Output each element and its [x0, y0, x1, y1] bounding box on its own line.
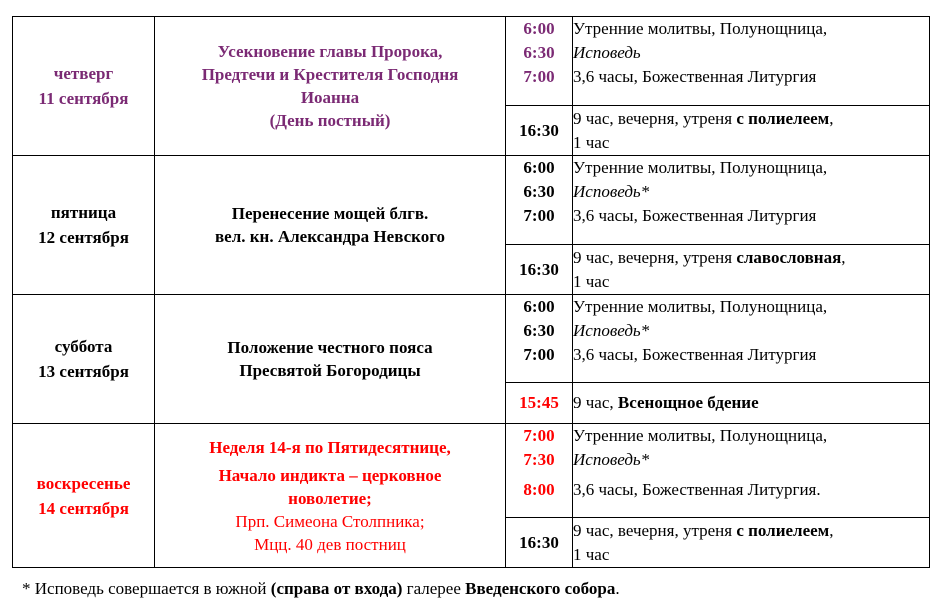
service-cell [573, 383, 930, 424]
time-cell [506, 295, 573, 383]
service-text: , [841, 247, 846, 267]
weekday: суббота [54, 337, 113, 356]
time: 6:30 [523, 43, 555, 62]
service-line: 3,6 часы, Божественная Литургия [573, 345, 817, 364]
feast-cell [155, 424, 506, 568]
day-cell [13, 295, 155, 424]
time-cell [506, 106, 573, 156]
time: 16:30 [519, 120, 559, 140]
time: 15:45 [519, 393, 559, 412]
time: 7:30 [523, 450, 555, 469]
time: 6:30 [523, 182, 555, 201]
service-text: 9 час, вечерня, утреня [573, 520, 737, 540]
feast-line: Перенесение мощей блгв. [231, 204, 429, 223]
service-line: Утренние молитвы, Полунощница, [573, 297, 828, 316]
time: 6:00 [523, 19, 555, 38]
service-cell [573, 156, 930, 245]
date: 12 сентября [38, 228, 129, 247]
service-cell [573, 106, 930, 156]
feast-cell [155, 17, 506, 156]
footnote-bold: (справа от входа) [270, 579, 403, 598]
service-line: Утренние молитвы, Полунощница, [573, 426, 828, 445]
feast-line: Пресвятой Богородицы [239, 361, 421, 380]
service-bold: славословная [736, 247, 842, 267]
service-line: Исповедь [573, 43, 641, 62]
time: 6:00 [523, 297, 555, 316]
table-row [13, 17, 930, 106]
time-cell [506, 424, 573, 518]
feast-line: Иоанна [300, 88, 360, 107]
feast-cell [155, 156, 506, 295]
footnote-bold: Введенского собора [465, 579, 616, 598]
day-cell [13, 156, 155, 295]
service-line: Исповедь* [573, 321, 650, 340]
day-cell [13, 424, 155, 568]
feast-line: вел. кн. Александра Невского [214, 227, 445, 246]
table-row [13, 424, 930, 518]
service-line: Исповедь* [573, 182, 650, 201]
time: 16:30 [519, 259, 559, 279]
service-line: Утренние молитвы, Полунощница, [573, 158, 828, 177]
service-line: 1 час [573, 132, 610, 152]
service-bold: Всенощное бдение [617, 393, 759, 412]
service-cell [573, 17, 930, 106]
weekday: четверг [53, 64, 114, 83]
feast-line: (День постный) [269, 111, 391, 130]
time: 16:30 [519, 532, 559, 552]
feast-line: Предтечи и Крестителя Господня [201, 65, 459, 84]
table-row [13, 156, 930, 245]
time: 7:00 [523, 426, 555, 445]
time: 8:00 [523, 480, 555, 499]
service-text: , [829, 520, 834, 540]
service-text: , [829, 108, 834, 128]
footnote-text: . [615, 579, 620, 598]
service-line: 1 час [573, 271, 610, 291]
date: 14 сентября [38, 498, 129, 518]
weekday: пятница [50, 203, 117, 222]
service-line: Исповедь* [573, 450, 650, 469]
feast-line: Начало индикта – церковное [218, 465, 442, 485]
service-cell [573, 295, 930, 383]
feast-cell [155, 295, 506, 424]
feast-line: Мцц. 40 дев постниц [254, 534, 406, 554]
service-cell [573, 424, 930, 518]
time: 7:00 [523, 67, 555, 86]
footnote-text: * Исповедь совершается в южной [22, 579, 271, 598]
service-line: 3,6 часы, Божественная Литургия [573, 206, 817, 225]
footnote [22, 579, 620, 599]
service-cell [573, 518, 930, 568]
weekday: воскресенье [36, 473, 131, 493]
service-line: 1 час [573, 544, 610, 564]
time-cell [506, 518, 573, 568]
time-cell [506, 156, 573, 245]
service-bold: с полиелеем [736, 520, 830, 540]
service-text: 9 час, [573, 393, 618, 412]
service-text: 9 час, вечерня, утреня [573, 247, 737, 267]
service-line: 3,6 часы, Божественная Литургия [573, 67, 817, 86]
service-cell [573, 245, 930, 295]
feast-line: новолетие; [288, 488, 372, 508]
service-bold: с полиелеем [736, 108, 830, 128]
day-cell [13, 17, 155, 156]
time-cell [506, 17, 573, 106]
feast-line: Усекновение главы Пророка, [217, 42, 443, 61]
table-row [13, 295, 930, 383]
time: 6:30 [523, 321, 555, 340]
time: 7:00 [523, 206, 555, 225]
time-cell [506, 383, 573, 424]
feast-line: Положение честного пояса [227, 338, 433, 357]
time: 7:00 [523, 345, 555, 364]
footnote-text: галерее [402, 579, 466, 598]
time-cell [506, 245, 573, 295]
service-text: 9 час, вечерня, утреня [573, 108, 737, 128]
feast-line: Прп. Симеона Столпника; [235, 511, 425, 531]
time: 6:00 [523, 158, 555, 177]
service-line: 3,6 часы, Божественная Литургия. [573, 480, 821, 499]
schedule-table [12, 16, 930, 568]
date: 13 сентября [38, 362, 129, 381]
date: 11 сентября [38, 89, 129, 108]
feast-line: Неделя 14-я по Пятидесятнице, [209, 437, 451, 457]
service-line: Утренние молитвы, Полунощница, [573, 19, 828, 38]
